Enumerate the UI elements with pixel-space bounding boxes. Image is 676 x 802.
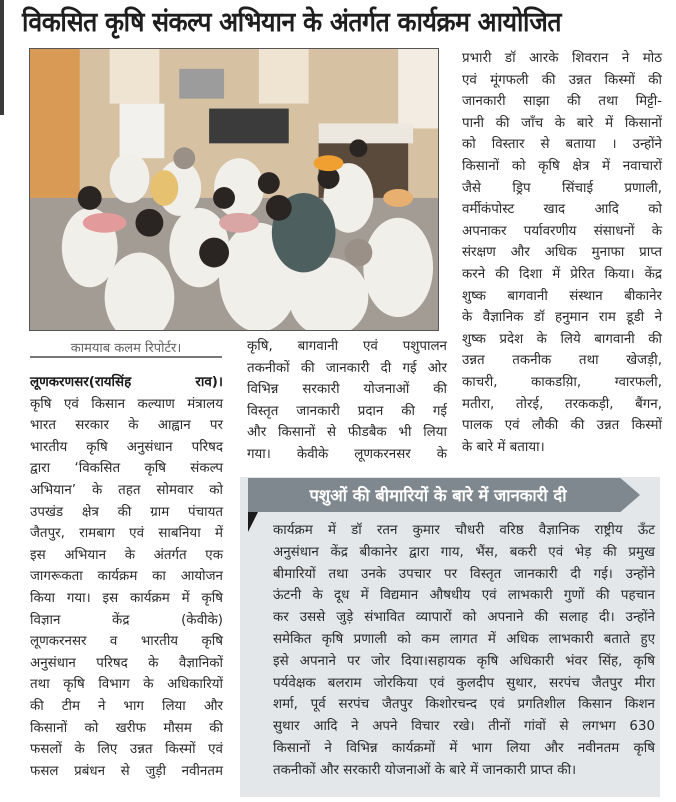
article-line: जागरूकता कार्यक्रम का आयोजन (30, 569, 223, 585)
article-line: शुष्क प्रदेश के लिये बागवानी की (462, 331, 662, 347)
article-line: कृषि, बागवानी एवं पशुपालन (247, 339, 447, 354)
article-line: फसल प्रबंधन से जुड़ी नवीनतम (30, 763, 223, 779)
subsection-line: ऊंटनी के दूध में विद्यमान औषधीय एवं लाभकारी गुणों की पहचान (273, 588, 655, 604)
article-line: भारतीय कृषि अनुसंधान परिषद (30, 439, 223, 455)
subsection-line: शर्मा, पूर्व सरपंच जैतपुर किशोरचन्द एवं प्रगतिशील किसान किशन (273, 697, 655, 713)
subsection-line: इसे अपनाने पर जोर दिया।सहायक कृषि अधिकारी भंवर सिंह, कृषि (273, 653, 655, 669)
article-line: अभियान’ के तहत सोमवार को (30, 482, 223, 498)
subsection-line: समेकित कृषि प्रणाली को कम लागत में अधिक लाभकारी बताते हुए (273, 631, 655, 647)
subsection-title: पशुओं की बीमारियों के बारे में जानकारी दी (309, 486, 567, 505)
article-line: काचरी, काकडय़िा, ग्वारफली, (462, 374, 662, 390)
article-line: भारत सरकार के आह्वान पर (30, 418, 223, 434)
article-line: वर्मीकंपोस्ट खाद आदि को (462, 202, 662, 218)
article-line: जैसे ड्रिप सिंचाई प्रणाली, (462, 180, 662, 196)
banner-fold-shape (248, 512, 258, 532)
article-line: तकनीकों की जानकारी दी गई ओर (247, 360, 447, 376)
subsection-line: अनुसंधान केंद्र बीकानेर द्वारा गाय, भैंस, बकरी एवं भेड़ की प्रमुख (273, 544, 655, 560)
article-line: उपखंड क्षेत्र की ग्राम पंचायत (30, 504, 223, 520)
photo-farmers-meeting-icon (30, 49, 438, 330)
article-line: विस्तृत जानकारी प्रदान की गई (247, 403, 447, 419)
subsection-line: किसानों ने विभिन्न कार्यक्रमों में भाग लिया और नवीनतम कृषि (273, 740, 655, 756)
article-line: गया। केवीके लूणकरनसर के (247, 446, 447, 462)
article-line: के वैज्ञानिक डॉ हनुमान राम डूडी ने (462, 310, 662, 326)
headline: विकसित कृषि संकल्प अभियान के अंतर्गत कार्यक्रम आयोजित (22, 7, 562, 38)
article-line: फसलों के लिए उन्नत किस्मों एवं (30, 742, 223, 758)
door (30, 49, 80, 198)
article-line: किसानों को खरीफ मौसम की (30, 720, 223, 736)
article-line: की टीम ने भाग लिया और (30, 698, 223, 714)
article-column-left (30, 372, 223, 782)
article-line: द्वारा ‘विकसित कृषि संकल्प (30, 461, 223, 477)
article-line: और किसानों से फीडबैक भी लिया (247, 425, 447, 441)
article-line: जानकारी साझा की तथा मिट्टी- (462, 94, 662, 110)
article-line: पानी की जाँच के बारे में किसानों (462, 115, 662, 131)
article-line: मतीरा, तोरई, तरककड़ी, बैंगन, (462, 396, 662, 412)
article-line: तथा कृषि विभाग के अधिकारियों (30, 677, 223, 693)
subsection-line: पर्यवेक्षक बलराम जोरकिया एवं कुलदीप सुथार, सरपंच जैतपुर मीरा (273, 675, 655, 691)
article-line: कृषि एवं किसान कल्याण मंत्रालय (30, 396, 223, 412)
article-line: करने की दिशा में प्रेरित किया। केंद्र (462, 266, 662, 282)
article-line: शुष्क बागवानी संस्थान बीकानेर (462, 288, 662, 304)
article-line: विज्ञान केंद्र (केवीके) (30, 612, 223, 628)
article-line: लूणकरनसर व भारतीय कृषि (30, 634, 223, 650)
subsection-line: कर उससे जुड़े संभावित व्यापारों को अपनाने की सलाह दी। उन्होंने (273, 610, 655, 626)
subsection-line: बीमारियों तथा उनके उपचार पर विस्तृत जानकारी दी गई। उन्होंने (273, 566, 655, 582)
article-column-right (462, 48, 662, 458)
article-line: एवं मूंगफली की उन्नत किस्मों की (462, 72, 662, 88)
subsection-line: कार्यक्रम में डॉ रतन कुमार चौधरी वरिष्ठ वैज्ञानिक राष्ट्रीय ऊँट (273, 523, 655, 538)
article-line: को विस्तार से बताया । उन्होंने (462, 137, 662, 153)
article-line: किसानों को कृषि क्षेत्र में नवाचारों (462, 158, 662, 174)
article-line: प्रभारी डॉ आरके शिवरान ने मोठ (462, 51, 662, 66)
article-line: अनुसंधान परिषद के वैज्ञानिकों (30, 655, 223, 671)
dateline (30, 372, 223, 394)
article-line: इस अभियान के अंतर्गत एक (30, 547, 223, 563)
article-line: संरक्षण और अधिक मुनाफा प्राप्त (462, 245, 662, 261)
subsection-line: तकनीकों और सरकारी योजनाओं के बारे में जानकारी प्राप्त की। (273, 762, 577, 778)
article-line: अपनाकर पर्यावरणीय संसाधनों के (462, 223, 662, 239)
subsection-body (273, 520, 655, 782)
article-column-middle (247, 336, 447, 466)
article-line: जैतपुर, रामबाग एवं साबनिया में (30, 526, 223, 542)
news-photo (29, 48, 439, 331)
subsection-line: सुथार आदि ने अपने विचार रखे। तीनों गांवों से लगभग 630 (273, 719, 655, 735)
dateline-text: लूणकरणसर(रायसिंह राव)। (30, 375, 223, 390)
article-line: विभिन्न सरकारी योजनाओं की (247, 382, 447, 398)
article-line: किया गया। इस कार्यक्रम में कृषि (30, 590, 223, 606)
byline: कामयाब कलम रिपोर्टर। (30, 338, 222, 358)
article-line: उन्नत तकनीक तथा खेजड़ी, (462, 353, 662, 369)
article-line: के बारे में बताया। (462, 439, 545, 455)
page-edge-bar (0, 0, 4, 115)
article-line: पालक एवं लौकी की उन्नत किस्मों (462, 418, 662, 434)
